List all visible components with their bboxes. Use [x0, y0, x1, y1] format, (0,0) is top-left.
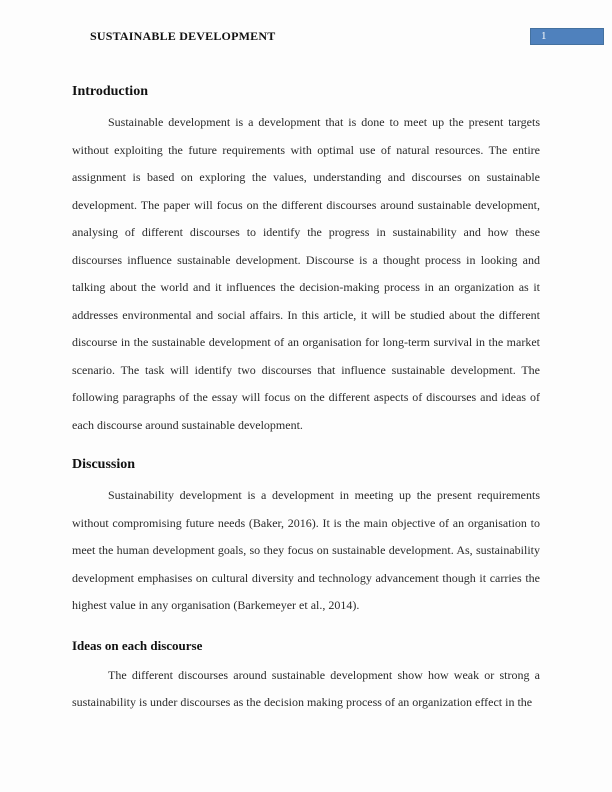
paragraph-introduction: Sustainable development is a development that is done to meet up the present targets without exploiting the future requirements with optimal use of natural resources. The entire assignment is based on exploring the values, understanding and discourses on sustainable development. The paper will focus on the different discourses around sustainable development, analysing of different discourses to identify the progress in sustainability and how these discourses influence sustainable development. Discourse is a thought process in looking and talking about the world and it influences the decision-making process in an organization as it addresses environmental and social affairs. In this article, it will be studied about the different discourse in the sustainable development of an organisation for long-term survival in the market scenario. The task will identify two discourses that influence sustainable development. The following paragraphs of the essay will focus on the different aspects of discourses and ideas of each discourse around sustainable development. [72, 115, 540, 432]
page-number: 1 [541, 30, 547, 42]
running-header-text: SUSTAINABLE DEVELOPMENT [90, 29, 276, 43]
sub-heading-ideas-on-each-discourse: Ideas on each discourse [72, 637, 203, 653]
paragraph-ideas-on-each-discourse: The different discourses around sustainable development show how weak or strong a sustainability is under discourses as the decision making process of an organization effect in the [72, 667, 540, 709]
page-number-badge [530, 28, 604, 45]
section-heading-discussion: Discussion [72, 457, 136, 472]
section-heading-introduction: Introduction [72, 84, 148, 99]
document-body [72, 0, 540, 733]
paragraph-discussion: Sustainability development is a development in meeting up the present requirements without compromising future needs (Baker, 2016). It is the main objective of an organisation to meet the human development goals, so they focus on sustainable development. As, sustainability development emphasises on cultural diversity and technology advancement though it carries the highest value in any organisation (Barkemeyer et al., 2014). [72, 488, 540, 612]
